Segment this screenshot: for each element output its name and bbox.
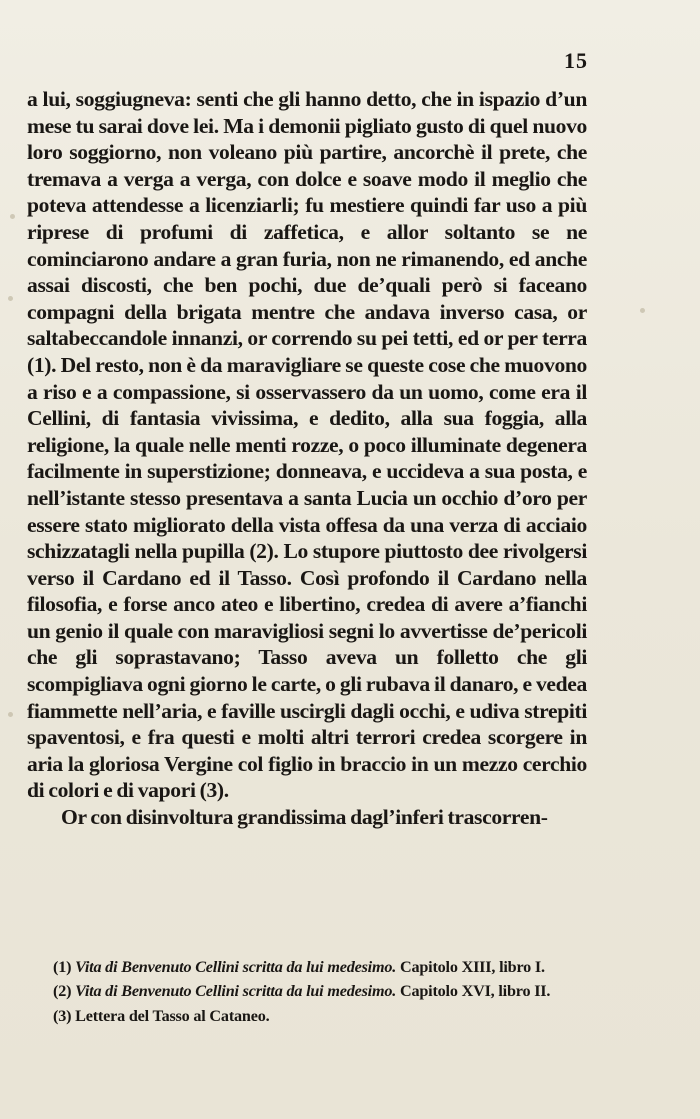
paper-speck: [10, 214, 15, 219]
footnote-title: Vita di Benvenuto Cellini scritta da lui medesimo.: [75, 958, 397, 976]
footnote-3: [27, 1004, 595, 1028]
page-number: 15: [564, 48, 588, 73]
paragraph-new: Or con disinvoltura grandissima dagl’inferi trascorren-: [61, 805, 548, 830]
footnote-1: [27, 955, 595, 979]
paper-speck: [8, 712, 13, 717]
footnote-marker: (2): [53, 982, 72, 1001]
footnote-title: Vita di Benvenuto Cellini scritta da lui medesimo.: [75, 982, 397, 1001]
paper-speck: [8, 296, 13, 301]
footnote-2: [27, 979, 595, 1003]
footnotes: [27, 955, 595, 1028]
footnote-ref: Capitolo XIII, libro I.: [399, 958, 545, 976]
main-text: [27, 86, 587, 831]
footnote-ref: Capitolo XVI, libro II.: [399, 982, 551, 1001]
paragraph-continued: a lui, soggiugneva: senti che gli hanno detto, che in ispazio d’un mese tu sarai dove lei. Ma i demonii pigliato gusto di quel nuovo loro soggiorno, non voleano più partire, ancorchè il prete, che tremava a verga a verga, con dolce e soave modo il meglio che poteva attendesse a licenziarli; fu mestiere quindi far uso a più riprese di profumi di zaffetica, e allor soltanto se ne cominciarono andare a gran furia, non ne rimanendo, ed anche assai discosti, che ben pochi, due de’quali però si faceano compagni della brigata mentre che andava inverso casa, or saltabeccandole innanzi, or correndo su pei tetti, ed or per terra (1). Del resto, non è da maravigliare se queste cose che muovono a riso e a compassione, si osservassero da un uomo, come era il Cellini, di fantasia vivissima, e dedito, alla sua foggia, alla religione, la quale nelle menti rozze, o poco illuminate degenera facilmente in superstizione; donneava, e uccideva a sua posta, e nell’istante stesso presentava a santa Lucia un occhio d’oro per essere stato migliorato della vista offesa da una verza di acciaio schizzatagli nella pupilla (2). Lo stupore piuttosto dee rivolgersi verso il Cardano ed il Tasso. Così profondo il Cardano nella filosofia, e forse anco ateo e libertino, credea di avere a’fianchi un genio il quale con maravigliosi segni lo avvertisse de’pericoli che gli soprastavano; Tasso aveva un folletto che gli scompigliava ogni giorno le carte, o gli rubava il danaro, e vedea fiammette nell’aria, e faville uscirgli dagli occhi, e udiva strepiti spaventosi, e fra questi e molti altri terrori credea scorgere in aria la gloriosa Vergine col figlio in braccio in un mezzo cerchio di colori e di vapori (3).: [27, 87, 587, 803]
footnote-marker: (3): [53, 1006, 72, 1025]
paper-speck: [640, 308, 645, 313]
footnote-ref: Lettera del Tasso al Cataneo.: [75, 1006, 270, 1025]
footnote-marker: (1): [53, 958, 72, 976]
